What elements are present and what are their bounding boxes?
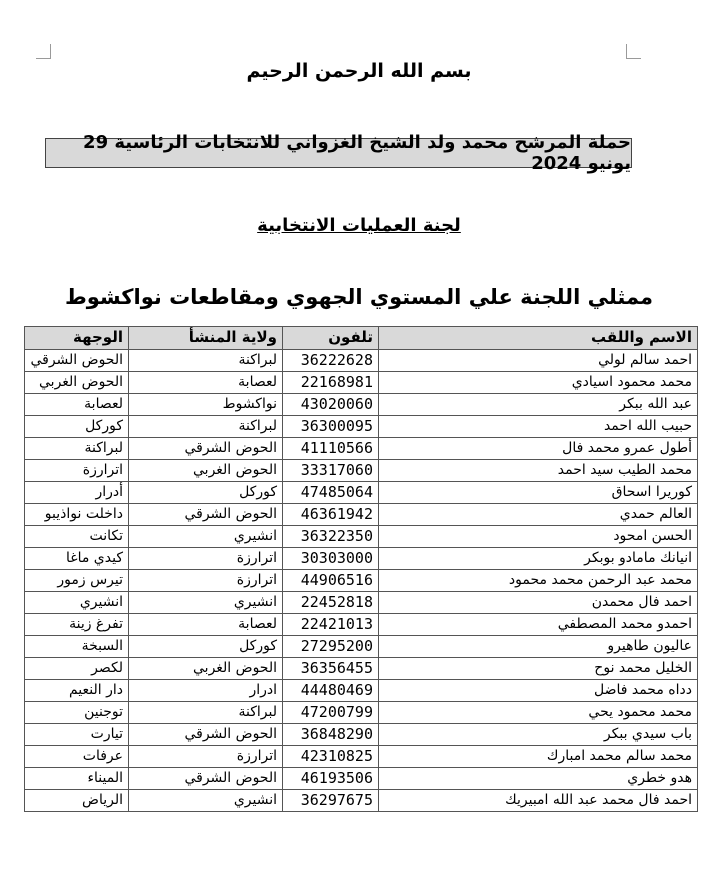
origin-state-cell: انشيري bbox=[129, 592, 283, 614]
name-cell: احمد سالم لولي bbox=[379, 350, 698, 372]
table-row bbox=[25, 702, 698, 724]
origin-state-cell: لبراكنة bbox=[129, 702, 283, 724]
phone-cell: 41110566 bbox=[283, 438, 379, 460]
name-cell: الخليل محمد نوح bbox=[379, 658, 698, 680]
origin-state-cell: انشيري bbox=[129, 790, 283, 812]
committee-title: لجنة العمليات الانتخابية bbox=[257, 215, 461, 236]
origin-state-cell: لعصابة bbox=[129, 614, 283, 636]
table-row bbox=[25, 548, 698, 570]
phone-cell: 47485064 bbox=[283, 482, 379, 504]
section-title: ممثلي اللجنة علي المستوي الجهوي ومقاطعات نواكشوط bbox=[64, 285, 654, 309]
table-row bbox=[25, 350, 698, 372]
column-header-destination: الوجهة bbox=[25, 327, 129, 350]
name-cell: محمد محمود اسيادي bbox=[379, 372, 698, 394]
origin-state-cell: لعصابة bbox=[129, 372, 283, 394]
name-cell: احمد فال محمد عبد الله امبيريك bbox=[379, 790, 698, 812]
name-cell: انيانك مامادو بوبكر bbox=[379, 548, 698, 570]
name-cell: محمد عبد الرحمن محمد محمود bbox=[379, 570, 698, 592]
phone-cell: 30303000 bbox=[283, 548, 379, 570]
table-row bbox=[25, 680, 698, 702]
table-row bbox=[25, 592, 698, 614]
destination-cell: أدرار bbox=[25, 482, 129, 504]
destination-cell: انشيري bbox=[25, 592, 129, 614]
table-row bbox=[25, 372, 698, 394]
destination-cell: عرفات bbox=[25, 746, 129, 768]
name-cell: أطول عمرو محمد فال bbox=[379, 438, 698, 460]
origin-state-cell: الحوض الغربي bbox=[129, 460, 283, 482]
name-cell: دداه محمد فاضل bbox=[379, 680, 698, 702]
phone-cell: 36297675 bbox=[283, 790, 379, 812]
name-cell: باب سيدي ببكر bbox=[379, 724, 698, 746]
table-row bbox=[25, 790, 698, 812]
destination-cell: الحوض الشرقي bbox=[25, 350, 129, 372]
name-cell: هدو خطري bbox=[379, 768, 698, 790]
name-cell: محمد سالم محمد امبارك bbox=[379, 746, 698, 768]
name-cell: محمد محمود يحي bbox=[379, 702, 698, 724]
origin-state-cell: الحوض الشرقي bbox=[129, 724, 283, 746]
destination-cell: تكانت bbox=[25, 526, 129, 548]
table-row bbox=[25, 746, 698, 768]
destination-cell: الميناء bbox=[25, 768, 129, 790]
origin-state-cell: نواكشوط bbox=[129, 394, 283, 416]
destination-cell: دار النعيم bbox=[25, 680, 129, 702]
name-cell: عبد الله ببكر bbox=[379, 394, 698, 416]
destination-cell: اترارزة bbox=[25, 460, 129, 482]
table-row bbox=[25, 438, 698, 460]
origin-state-cell: كوركل bbox=[129, 482, 283, 504]
name-cell: حبيب الله احمد bbox=[379, 416, 698, 438]
table-row bbox=[25, 724, 698, 746]
origin-state-cell: اترارزة bbox=[129, 570, 283, 592]
name-cell: كوريرا اسحاق bbox=[379, 482, 698, 504]
page-corner-mark-left bbox=[36, 44, 51, 59]
destination-cell: لعصابة bbox=[25, 394, 129, 416]
phone-cell: 47200799 bbox=[283, 702, 379, 724]
name-cell: احمد فال محمدن bbox=[379, 592, 698, 614]
phone-cell: 46361942 bbox=[283, 504, 379, 526]
destination-cell: لبراكنة bbox=[25, 438, 129, 460]
table-row bbox=[25, 614, 698, 636]
phone-cell: 36848290 bbox=[283, 724, 379, 746]
table-row bbox=[25, 526, 698, 548]
origin-state-cell: كوركل bbox=[129, 636, 283, 658]
campaign-title-box bbox=[45, 132, 632, 174]
representatives-table bbox=[24, 326, 698, 812]
table-body bbox=[25, 350, 698, 812]
destination-cell: تيارت bbox=[25, 724, 129, 746]
destination-cell: الرياض bbox=[25, 790, 129, 812]
phone-cell: 22421013 bbox=[283, 614, 379, 636]
phone-cell: 46193506 bbox=[283, 768, 379, 790]
phone-cell: 36222628 bbox=[283, 350, 379, 372]
phone-cell: 43020060 bbox=[283, 394, 379, 416]
table-row bbox=[25, 658, 698, 680]
table-row bbox=[25, 460, 698, 482]
origin-state-cell: الحوض الشرقي bbox=[129, 504, 283, 526]
basmala-heading: بسم الله الرحمن الرحيم bbox=[246, 60, 472, 82]
phone-cell: 33317060 bbox=[283, 460, 379, 482]
table-row bbox=[25, 482, 698, 504]
phone-cell: 44480469 bbox=[283, 680, 379, 702]
name-cell: العالم حمدي bbox=[379, 504, 698, 526]
destination-cell: كيدي ماغا bbox=[25, 548, 129, 570]
origin-state-cell: اترارزة bbox=[129, 548, 283, 570]
phone-cell: 36356455 bbox=[283, 658, 379, 680]
origin-state-cell: الحوض الغربي bbox=[129, 658, 283, 680]
table-row bbox=[25, 394, 698, 416]
table-row bbox=[25, 570, 698, 592]
phone-cell: 22452818 bbox=[283, 592, 379, 614]
table-row bbox=[25, 636, 698, 658]
origin-state-cell: اترارزة bbox=[129, 746, 283, 768]
table-row bbox=[25, 416, 698, 438]
table-row bbox=[25, 504, 698, 526]
phone-cell: 22168981 bbox=[283, 372, 379, 394]
phone-cell: 36300095 bbox=[283, 416, 379, 438]
column-header-name: الاسم واللقب bbox=[379, 327, 698, 350]
table-row bbox=[25, 768, 698, 790]
origin-state-cell: الحوض الشرقي bbox=[129, 768, 283, 790]
destination-cell: تفرغ زينة bbox=[25, 614, 129, 636]
destination-cell: كوركل bbox=[25, 416, 129, 438]
name-cell: احمدو محمد المصطفي bbox=[379, 614, 698, 636]
origin-state-cell: ادرار bbox=[129, 680, 283, 702]
name-cell: الحسن امحود bbox=[379, 526, 698, 548]
origin-state-cell: لبراكنة bbox=[129, 416, 283, 438]
origin-state-cell: الحوض الشرقي bbox=[129, 438, 283, 460]
destination-cell: توجنين bbox=[25, 702, 129, 724]
destination-cell: السبخة bbox=[25, 636, 129, 658]
origin-state-cell: انشيري bbox=[129, 526, 283, 548]
phone-cell: 44906516 bbox=[283, 570, 379, 592]
phone-cell: 42310825 bbox=[283, 746, 379, 768]
phone-cell: 27295200 bbox=[283, 636, 379, 658]
name-cell: محمد الطيب سيد احمد bbox=[379, 460, 698, 482]
campaign-title: حملة المرشح محمد ولد الشيخ الغزواني للانتخابات الرئاسية 29 يونيو 2024 bbox=[83, 132, 631, 174]
destination-cell: تيرس زمور bbox=[25, 570, 129, 592]
column-header-origin-state: ولاية المنشأ bbox=[129, 327, 283, 350]
page-corner-mark-right bbox=[626, 44, 641, 59]
table-header-row bbox=[25, 327, 698, 350]
origin-state-cell: لبراكنة bbox=[129, 350, 283, 372]
phone-cell: 36322350 bbox=[283, 526, 379, 548]
destination-cell: لكصر bbox=[25, 658, 129, 680]
destination-cell: داخلت نواذيبو bbox=[25, 504, 129, 526]
column-header-phone: تلفون bbox=[283, 327, 379, 350]
name-cell: عاليون طاهيرو bbox=[379, 636, 698, 658]
destination-cell: الحوض الغربي bbox=[25, 372, 129, 394]
